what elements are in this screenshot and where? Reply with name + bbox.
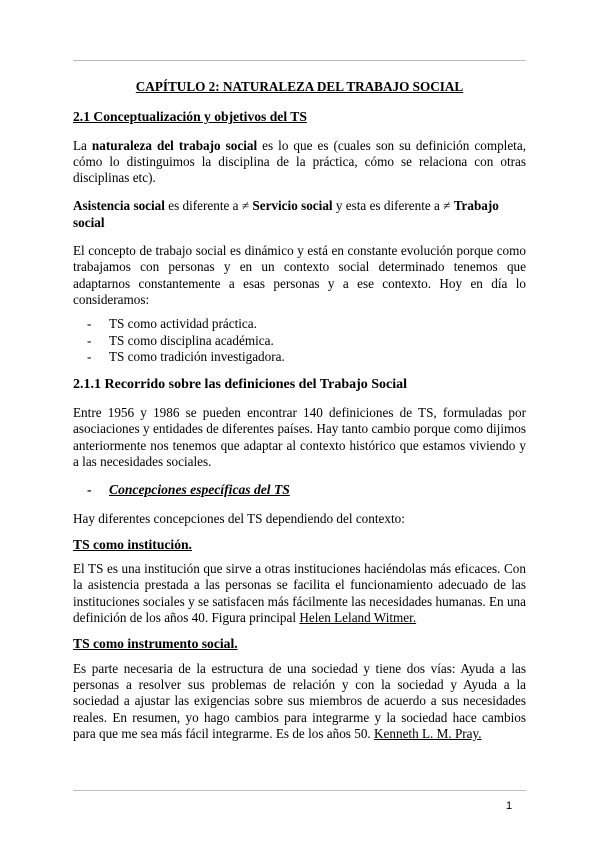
section-heading-2-1: 2.1 Conceptualización y objetivos del TS bbox=[73, 109, 307, 125]
ts-list bbox=[73, 316, 526, 366]
concepciones-dash: - bbox=[87, 482, 92, 498]
page-number: 1 bbox=[506, 800, 513, 812]
intro-bold: naturaleza del trabajo social bbox=[91, 137, 258, 153]
section-heading-2-1-1: 2.1.1 Recorrido sobre las definiciones del Trabajo Social bbox=[73, 376, 408, 392]
header-rule bbox=[73, 60, 526, 61]
intro-post: es lo que es (cuales son su definición completa, cómo lo distinguimos la disciplina de la práctica, cómo se relaciona con otras disciplinas etc). bbox=[73, 137, 526, 186]
asistencia-bold-3: Trabajo social bbox=[73, 198, 499, 230]
footer-rule bbox=[73, 790, 526, 791]
asistencia-mid-2: y esta es diferente a ≠ bbox=[332, 198, 454, 214]
definitions-paragraph: Entre 1956 y 1986 se pueden encontrar 140 definiciones de TS, formuladas por asociaciones y entidades de diferentes países. Hay tanto cambio porque como dijimos anteriormente nos tenemos que adaptar al contexto histórico que estamos viviendo y a las necesidades sociales. bbox=[73, 405, 526, 469]
list-item: - TS como tradición investigadora. bbox=[73, 349, 526, 366]
institucion-paragraph bbox=[73, 561, 526, 626]
concepciones-heading bbox=[73, 482, 526, 498]
instrumento-heading: TS como instrumento social. bbox=[73, 636, 238, 652]
chapter-title: CAPÍTULO 2: NATURALEZA DEL TRABAJO SOCIAL bbox=[135, 79, 464, 94]
asistencia-bold-1: Asistencia social bbox=[73, 198, 165, 214]
concepciones-text: Concepciones específicas del TS bbox=[109, 482, 290, 498]
instrumento-text: Es parte necesaria de la estructura de una sociedad y tiene dos vías: Ayuda a las personas a resolver sus problemas de relación y con la sociedad y Ayuda a la sociedad a ajustar las exigencias sobre sus miembros de acuerdo a sus necesidades reales. En resumen, yo hago cambios para integrarme y la sociedad hace cambios para que me sea más fácil integrarme. Es de los años 50. bbox=[73, 660, 526, 741]
instrumento-author: Kenneth L. M. Pray. bbox=[374, 725, 482, 741]
institucion-author: Helen Leland Witmer. bbox=[299, 610, 417, 626]
concept-paragraph: El concepto de trabajo social es dinámico y está en constante evolución porque como trabajamos con personas y en un contexto social determinado tenemos que adaptarnos constantemente a esas personas y a ese contexto. Hoy en día lo consideramos: bbox=[73, 243, 526, 307]
asistencia-paragraph bbox=[73, 198, 526, 231]
institucion-heading: TS como institución. bbox=[73, 536, 192, 552]
intro-paragraph bbox=[73, 138, 526, 187]
asistencia-bold-2: Servicio social bbox=[252, 198, 333, 214]
instrumento-paragraph bbox=[73, 661, 526, 742]
asistencia-mid-1: es diferente a ≠ bbox=[164, 198, 253, 214]
list-item: - TS como actividad práctica. bbox=[73, 316, 526, 333]
list-item: - TS como disciplina académica. bbox=[73, 333, 526, 350]
document-page bbox=[73, 64, 526, 742]
institucion-text: El TS es una institución que sirve a otras instituciones haciéndolas más eficaces. Con la asistencia prestada a las personas se facilita el funcionamiento adecuado de las instituciones sociales y se satisfacen más fácilmente las necesidades humanas. En una definición de los años 40. Figura principal bbox=[73, 561, 526, 626]
concepciones-intro: Hay diferentes concepciones del TS dependiendo del contexto: bbox=[73, 510, 405, 526]
intro-pre: La bbox=[73, 137, 92, 153]
